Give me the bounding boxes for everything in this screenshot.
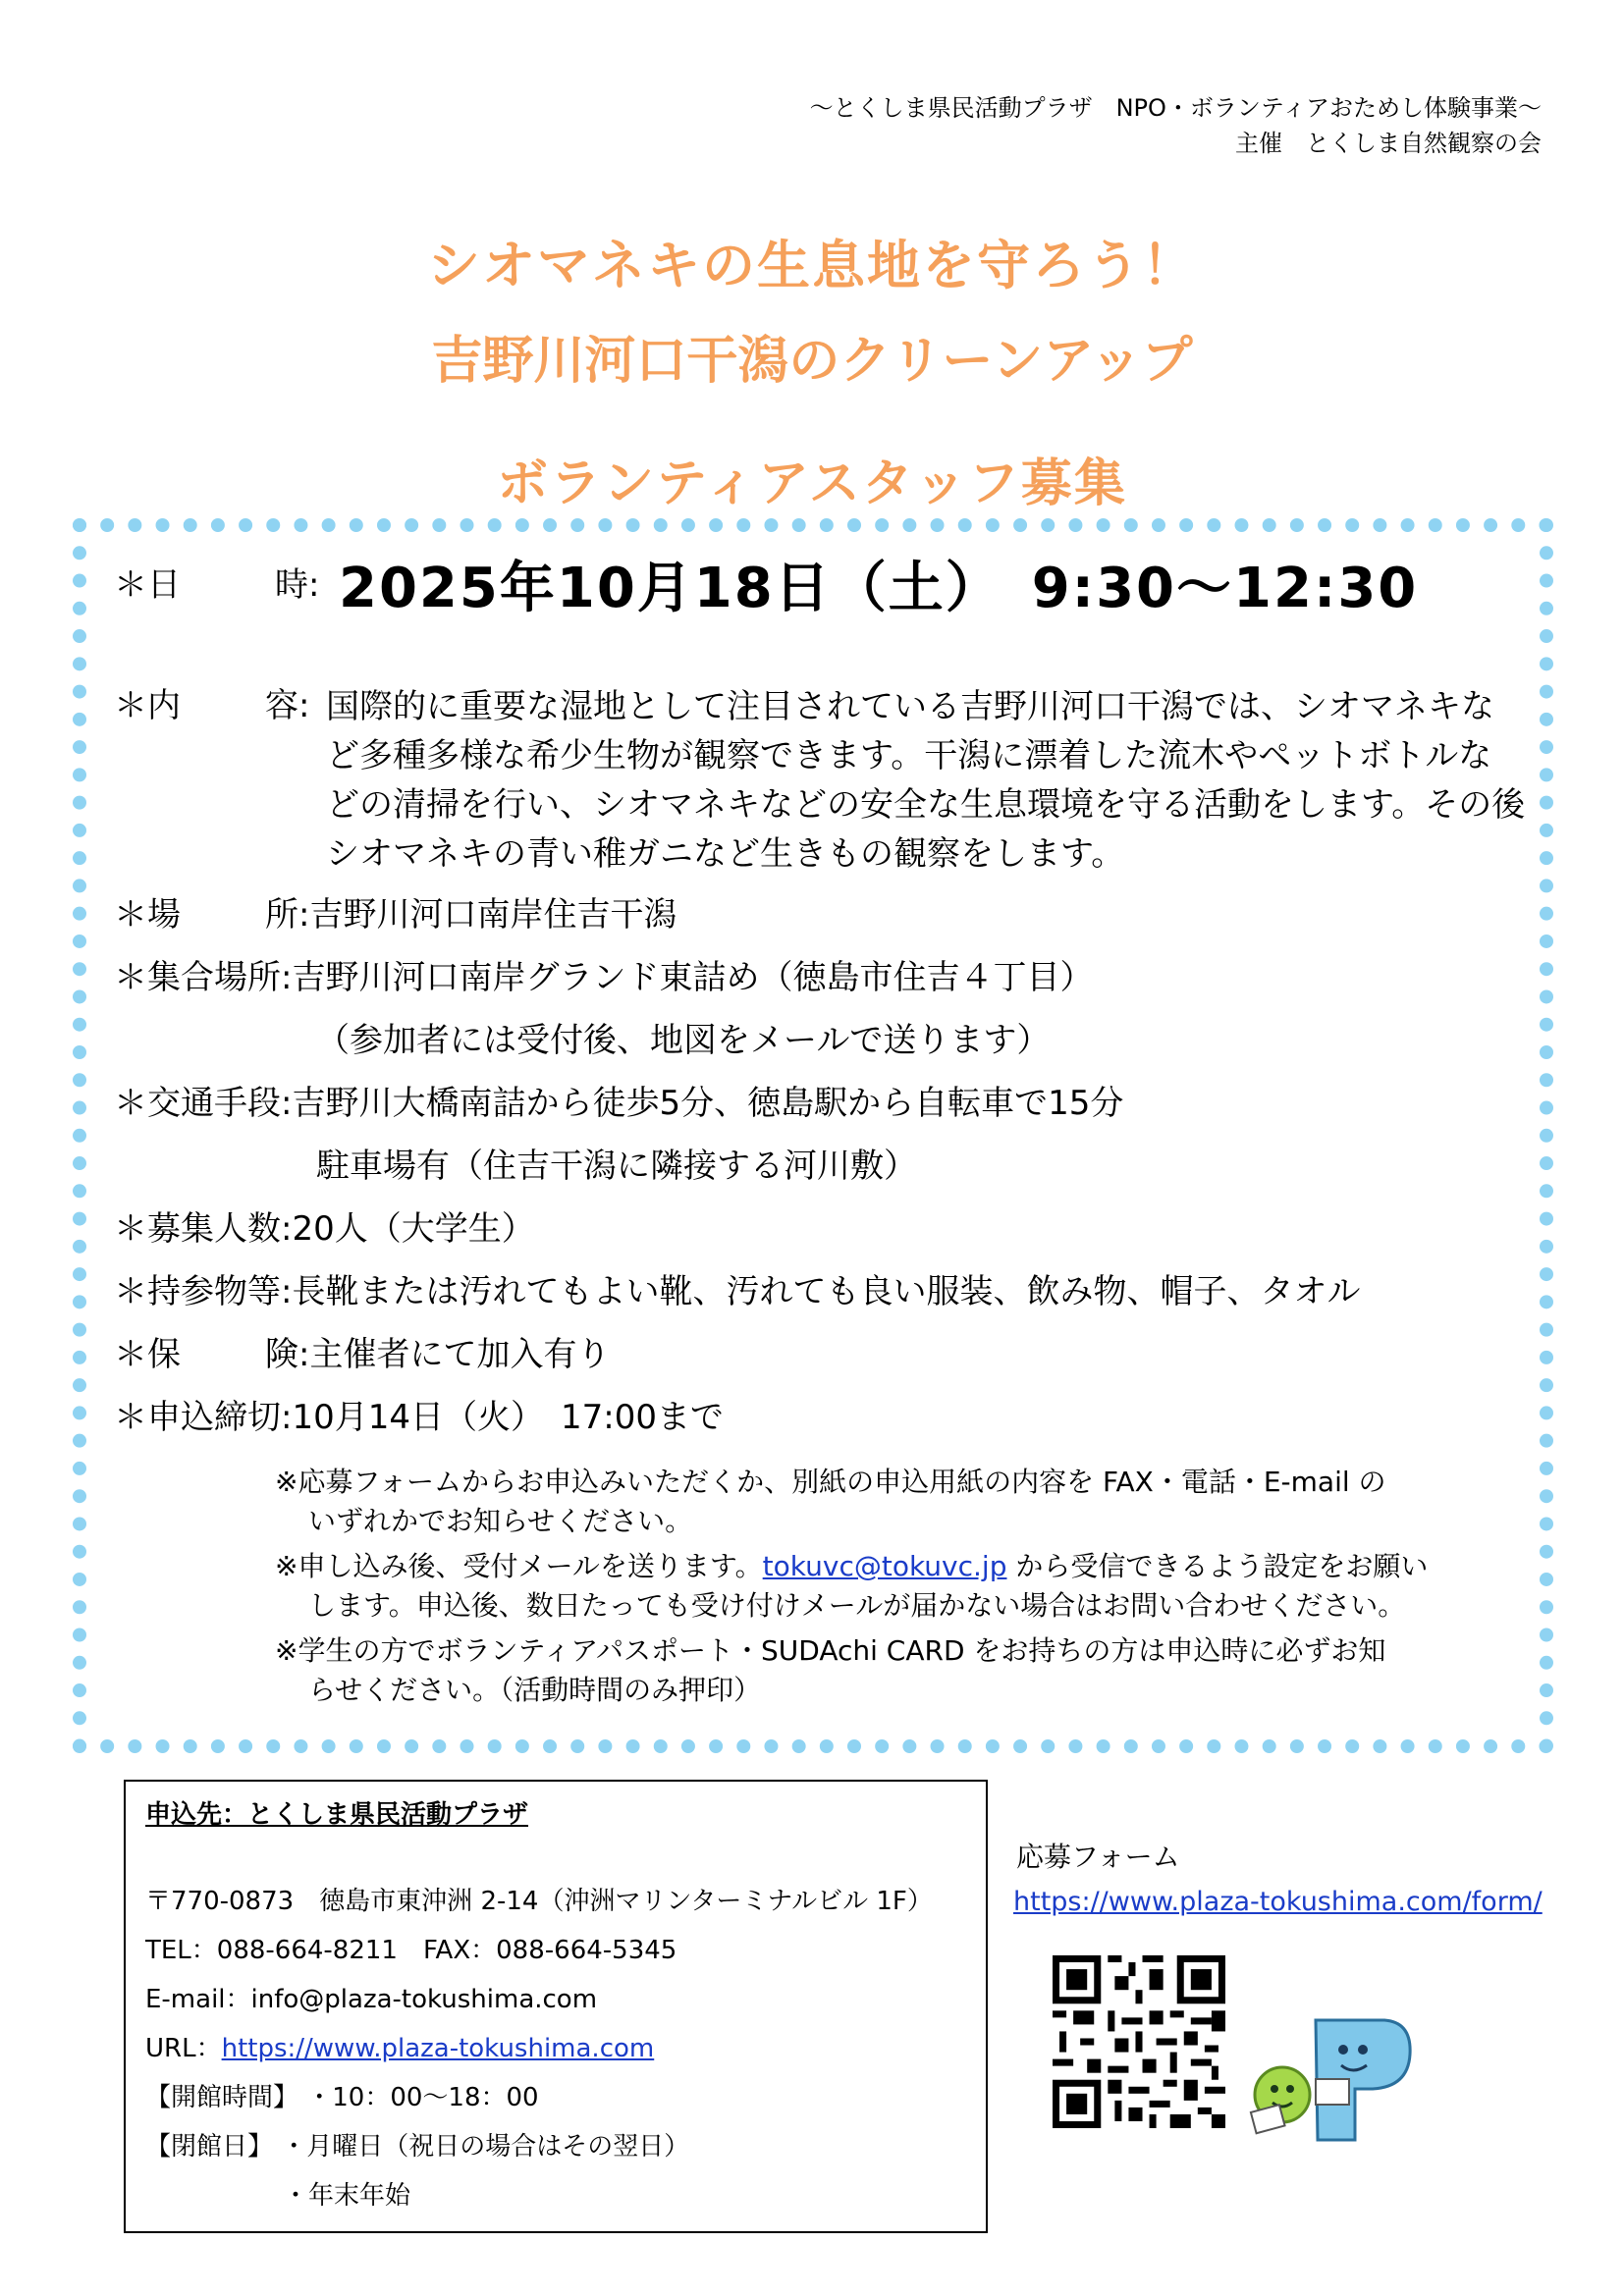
- deadline-value: 10月14日（火） 17:00まで: [292, 1398, 724, 1437]
- closed-holidays: ・年末年始: [283, 2181, 411, 2211]
- recruit-title: ボランティアスタッフ募集: [497, 454, 1127, 513]
- main-title: シオマネキの生息地を守ろう！: [427, 235, 1197, 296]
- deadline-row: ＊申込締切:10月14日（火） 17:00まで: [114, 1398, 724, 1437]
- meeting-row: ＊集合場所:吉野川河口南岸グランド東詰め（徳島市住吉４丁目）: [114, 958, 1094, 997]
- opening-hours: 【開館時間】 ・10：00〜18：00: [145, 2083, 539, 2112]
- items-value: 長靴または汚れてもよい靴、汚れても良い服装、飲み物、帽子、タオル: [292, 1272, 1361, 1311]
- transport-value: 吉野川大橋南詰から徒歩5分、徳島駅から自転車で15分: [292, 1084, 1124, 1123]
- date-label: ＊日 時:: [114, 565, 320, 605]
- insurance-row: ＊保 険:主催者にて加入有り: [114, 1335, 611, 1374]
- organizer-header: [810, 90, 1542, 161]
- contact-url-row: URL：https://www.plaza-tokushima.com: [145, 2034, 655, 2063]
- form-label: 応募フォーム: [1016, 1841, 1180, 1873]
- plaza-url-link[interactable]: https://www.plaza-tokushima.com: [221, 2034, 655, 2063]
- organizer-name: 主催 とくしま自然観察の会: [1235, 130, 1542, 157]
- meeting-note: （参加者には受付後、地図をメールで送ります）: [316, 1021, 1051, 1060]
- mascot-character-icon: [1247, 2010, 1414, 2148]
- program-name: 〜とくしま県民活動プラザ NPO・ボランティアおためし体験事業〜: [809, 94, 1542, 122]
- content-label: ＊内 容:: [114, 686, 310, 725]
- note-application: ※応募フォームからお申込みいただくか、別紙の申込用紙の内容を FAX・電話・E-mail の いずれかでお知らせください。: [275, 1466, 1386, 1537]
- place-row: ＊場 所:吉野川河口南岸住吉干潟: [114, 895, 677, 934]
- note-confirmation: ※申し込み後、受付メールを送ります。tokuvc@tokuvc.jp から受信できるよう設定をお願い します。申込後、数日たっても受け付けメールが届かない場合はお問い合わせください。: [275, 1550, 1429, 1622]
- date-value: 2025年10月18日（土） 9:30〜12:30: [339, 557, 1419, 620]
- contact-email: E-mail：info@plaza-tokushima.com: [145, 1985, 598, 2014]
- closed-days: 【閉館日】 ・月曜日（祝日の場合はその翌日）: [145, 2132, 690, 2162]
- place-value: 吉野川河口南岸住吉干潟: [309, 895, 677, 934]
- contact-title: 申込先：とくしま県民活動プラザ: [145, 1800, 529, 1830]
- meeting-value: 吉野川河口南岸グランド東詰め（徳島市住吉４丁目）: [292, 958, 1094, 997]
- form-url-link[interactable]: https://www.plaza-tokushima.com/form/: [1013, 1887, 1543, 1917]
- note-passport: ※学生の方でボランティアパスポート・SUDAchi CARD をお持ちの方は申込時に必ずお知 らせください。（活動時間のみ押印）: [275, 1634, 1386, 1706]
- tokuvc-email-link[interactable]: tokuvc@tokuvc.jp: [762, 1550, 1007, 1582]
- insurance-value: 主催者にて加入有り: [309, 1335, 611, 1374]
- capacity-value: 20人（大学生）: [292, 1209, 535, 1249]
- qr-code-icon[interactable]: [1053, 1955, 1225, 2128]
- contact-tel-fax: TEL：088-664-8211 FAX：088-664-5345: [145, 1936, 677, 1965]
- capacity-row: ＊募集人数:20人（大学生）: [114, 1209, 535, 1249]
- contact-address: 〒770-0873 徳島市東沖洲 2-14（沖洲マリンターミナルビル 1F）: [145, 1887, 933, 1916]
- items-row: ＊持参物等:長靴または汚れてもよい靴、汚れても良い服装、飲み物、帽子、タオル: [114, 1272, 1361, 1311]
- sub-title: 吉野川河口干潟のクリーンアップ: [431, 332, 1193, 391]
- transport-row: ＊交通手段:吉野川大橋南詰から徒歩5分、徳島駅から自転車で15分: [114, 1084, 1124, 1123]
- parking-note: 駐車場有（住吉干潟に隣接する河川敷）: [316, 1147, 917, 1186]
- content-description: 国際的に重要な湿地として注目されている吉野川河口干潟では、シオマネキな ど多種多様な希少生物が観察できます。干潟に漂着した流木やペットボトルな どの清掃を行い、シオマネキなどの安全な生息環境を守る活動をします。その後 シオマネキの青い稚ガニなど生きもの観察をします。: [326, 687, 1526, 874]
